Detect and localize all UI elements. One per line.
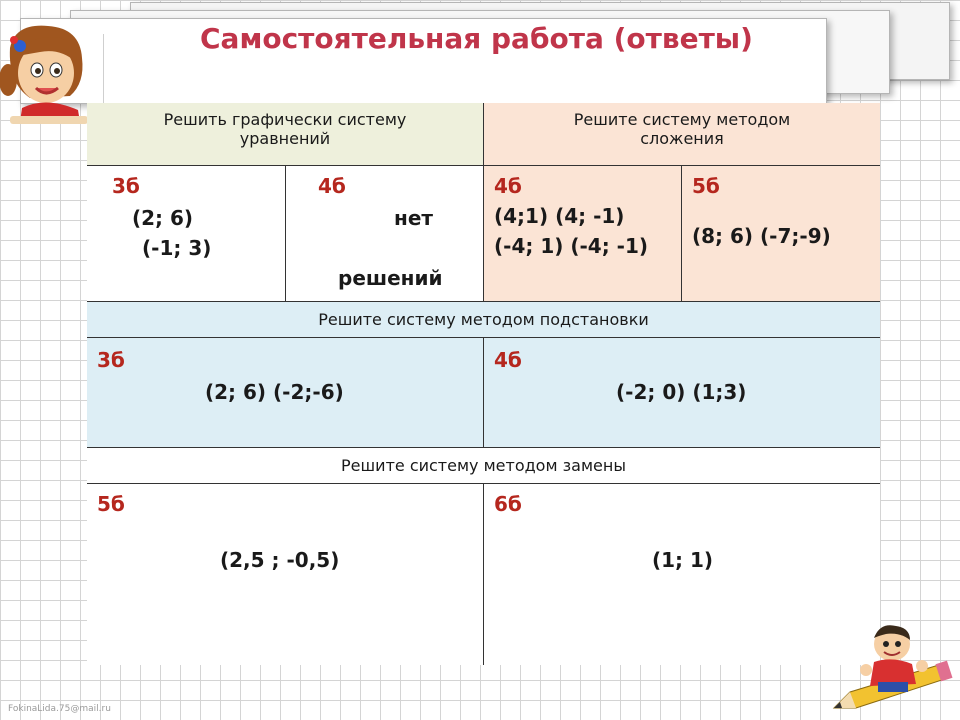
answer-cell-graphical-3b — [87, 165, 285, 301]
grade-label: 4б — [494, 348, 522, 372]
header-graphical-method — [87, 103, 483, 165]
grade-label: 4б — [318, 174, 346, 198]
header-text: Решите систему методом сложения — [573, 110, 791, 148]
answer-value: решений — [338, 266, 443, 290]
grade-label: 5б — [97, 492, 125, 516]
answers-table — [87, 103, 880, 665]
grade-label: 6б — [494, 492, 522, 516]
answer-cell-graphical-4b — [285, 165, 483, 301]
answer-value: (2; 6) (-2;-6) — [205, 380, 344, 404]
grade-label: 4б — [494, 174, 522, 198]
divider — [103, 34, 104, 104]
header-text: Решить графически систему уравнений — [163, 110, 407, 148]
answer-cell-addition-5b — [681, 165, 880, 301]
slide-title: Самостоятельная работа (ответы) — [200, 22, 753, 55]
footer-email: FokinaLida.75@mail.ru — [8, 704, 111, 714]
answer-cell-substitution-3b — [87, 337, 483, 447]
answer-value: нет — [394, 206, 433, 230]
grade-label: 3б — [97, 348, 125, 372]
girl-cartoon-icon — [0, 18, 95, 128]
answer-cell-replacement-5b — [87, 483, 483, 665]
answer-cell-substitution-4b — [483, 337, 880, 447]
section-replacement-method — [87, 447, 880, 483]
answer-cell-replacement-6b — [483, 483, 880, 665]
section-substitution-method — [87, 301, 880, 337]
answer-value: (8; 6) (-7;-9) — [692, 224, 831, 248]
section-text: Решите систему методом замены — [341, 456, 626, 475]
section-text: Решите систему методом подстановки — [318, 310, 649, 329]
answer-value: (-1; 3) — [142, 236, 212, 260]
answer-value: (-4; 1) (-4; -1) — [494, 234, 649, 258]
answer-cell-addition-4b — [483, 165, 681, 301]
answer-value: (1; 1) — [652, 548, 714, 572]
grade-label: 5б — [692, 174, 720, 198]
answer-value: (4;1) (4; -1) — [494, 204, 625, 228]
header-addition-method — [483, 103, 880, 165]
answer-value: (-2; 0) (1;3) — [616, 380, 747, 404]
answer-value: (2,5 ; -0,5) — [220, 548, 340, 572]
boy-on-pencil-icon — [830, 622, 955, 714]
answer-value: (2; 6) — [132, 206, 194, 230]
grade-label: 3б — [112, 174, 140, 198]
